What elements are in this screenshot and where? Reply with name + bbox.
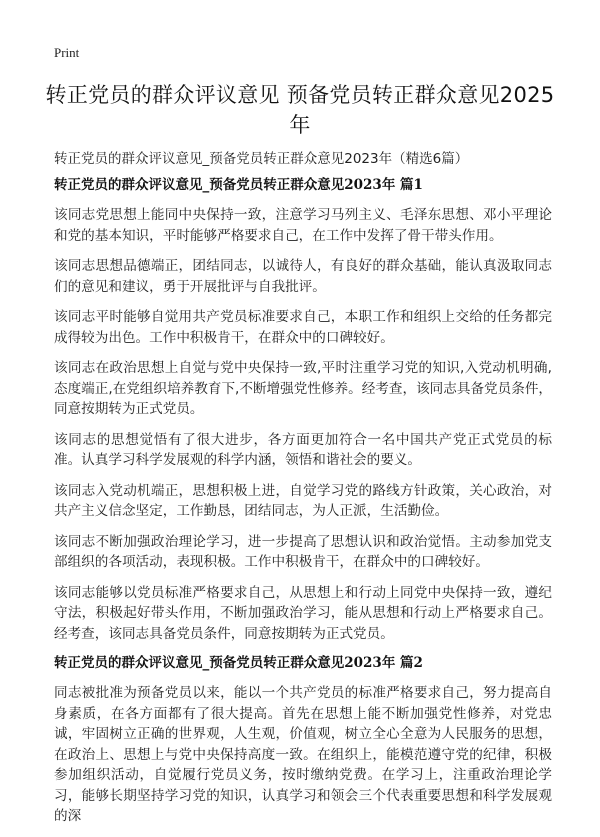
document-subtitle: 转正党员的群众评议意见_预备党员转正群众意见2023年（精选6篇） (54, 151, 469, 167)
paragraph: 该同志思想品德端正，团结同志，以诚待人，有良好的群众基础，能认真汲取同志们的意见和建议，勇于开展批评与自我批评。 (54, 258, 552, 295)
paragraph: 该同志平时能够自觉用共产党员标准要求自己，本职工作和组织上交给的任务都完成得较为出色。工作中积极肯干，在群众中的口碑较好。 (54, 309, 552, 346)
section-heading: 转正党员的群众评议意见_预备党员转正群众意见2023年 篇1 (54, 177, 423, 193)
document-content (54, 176, 552, 837)
section-heading: 转正党员的群众评议意见_预备党员转正群众意见2023年 篇2 (54, 655, 423, 671)
paragraph: 该同志党思想上能同中央保持一致，注意学习马列主义、毛泽东思想、邓小平理论和党的基本知识，平时能够严格要求自己，在工作中发挥了骨干带头作用。 (54, 207, 552, 244)
section-2 (54, 654, 552, 827)
paragraph: 该同志在政治思想上自觉与党中央保持一致,平时注重学习党的知识,入党动机明确,态度端正,在党组织培养教育下,不断增强党性修养。经考查，该同志具备党员条件，同意按期转为正式党员。 (54, 360, 553, 417)
paragraph: 该同志入党动机端正，思想积极上进，自觉学习党的路线方针政策，关心政治，对共产主义信念坚定，工作勤恳，团结同志，为人正派，生活勤俭。 (54, 482, 552, 519)
paragraph: 同志被批准为预备党员以来，能以一个共产党员的标准严格要求自己，努力提高自身素质，在各方面都有了很大提高。首先在思想上能不断加强党性修养，对党忠诚，牢固树立正确的世界观，人生观，价值观，树立全心全意为人民服务的思想，在政治上、思想上与党中央保持高度一致。在组织上，能模范遵守党的纪律，积极参加组织活动，自觉履行党员义务，按时缴纳党费。在学习上，注重政治理论学习，能够长期坚持学习党的知识，认真学习和领会三个代表重要思想和科学发展观的深 (54, 685, 552, 824)
paragraph: 该同志的思想觉悟有了很大进步，各方面更加符合一名中国共产党正式党员的标准。认真学习科学发展观的科学内涵，领悟和谐社会的要义。 (54, 431, 552, 468)
page-title: 转正党员的群众评议意见 预备党员转正群众意见2025年 (45, 83, 555, 137)
section-1 (54, 176, 552, 644)
paragraph: 该同志不断加强政治理论学习，进一步提高了思想认识和政治觉悟。主动参加党支部组织的各项活动，表现积极。工作中积极肯干，在群众中的口碑较好。 (54, 533, 552, 570)
print-label: Print (54, 45, 80, 60)
paragraph: 该同志能够以党员标准严格要求自己，从思想上和行动上同党中央保持一致，遵纪守法，积极起好带头作用，不断加强政治学习，能从思想和行动上严格要求自己。经考查，该同志具备党员条件，同意按期转为正式党员。 (54, 584, 552, 642)
